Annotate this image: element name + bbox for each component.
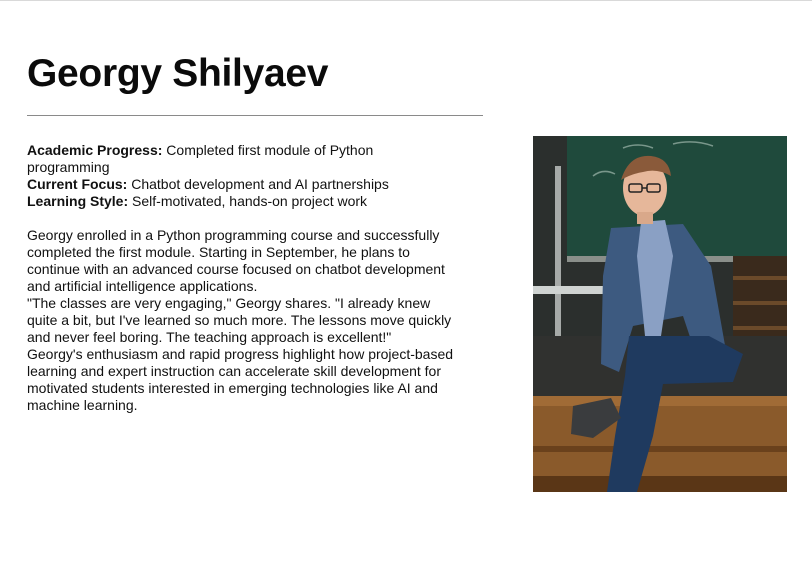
bio-text	[27, 227, 457, 414]
bio-paragraph: Georgy's enthusiasm and rapid progress highlight how project-based learning and expert instruction can accelerate skill development for motivated students interested in emerging technologies like AI and machine learning.	[27, 346, 454, 413]
bio-paragraph: Georgy enrolled in a Python programming course and successfully completed the first module. Starting in September, he plans to continue with an advanced course focused on chatbot development and artificial intelligence applications.	[27, 227, 445, 294]
profile-photo	[533, 136, 787, 492]
top-border	[0, 0, 812, 1]
fact-value: Self-motivated, hands-on project work	[132, 193, 368, 209]
fact-label: Current Focus:	[27, 176, 128, 192]
profile-photo-illustration	[533, 136, 787, 492]
fact-label: Academic Progress:	[27, 142, 163, 158]
profile-facts	[27, 142, 457, 210]
bio-quote: "The classes are very engaging," Georgy shares. "I already knew quite a bit, but I've learned so much more. The lessons move quickly and never feel boring. The teaching approach is excellent!"	[27, 295, 452, 345]
fact-value: Completed first module of Python programming	[27, 142, 374, 175]
fact-current-focus	[27, 176, 457, 193]
fact-value: Chatbot development and AI partnerships	[131, 176, 389, 192]
page-title: Georgy Shilyaev	[27, 52, 329, 95]
fact-academic-progress	[27, 142, 457, 176]
fact-learning-style	[27, 193, 457, 210]
title-divider	[27, 115, 483, 116]
fact-label: Learning Style:	[27, 193, 129, 209]
